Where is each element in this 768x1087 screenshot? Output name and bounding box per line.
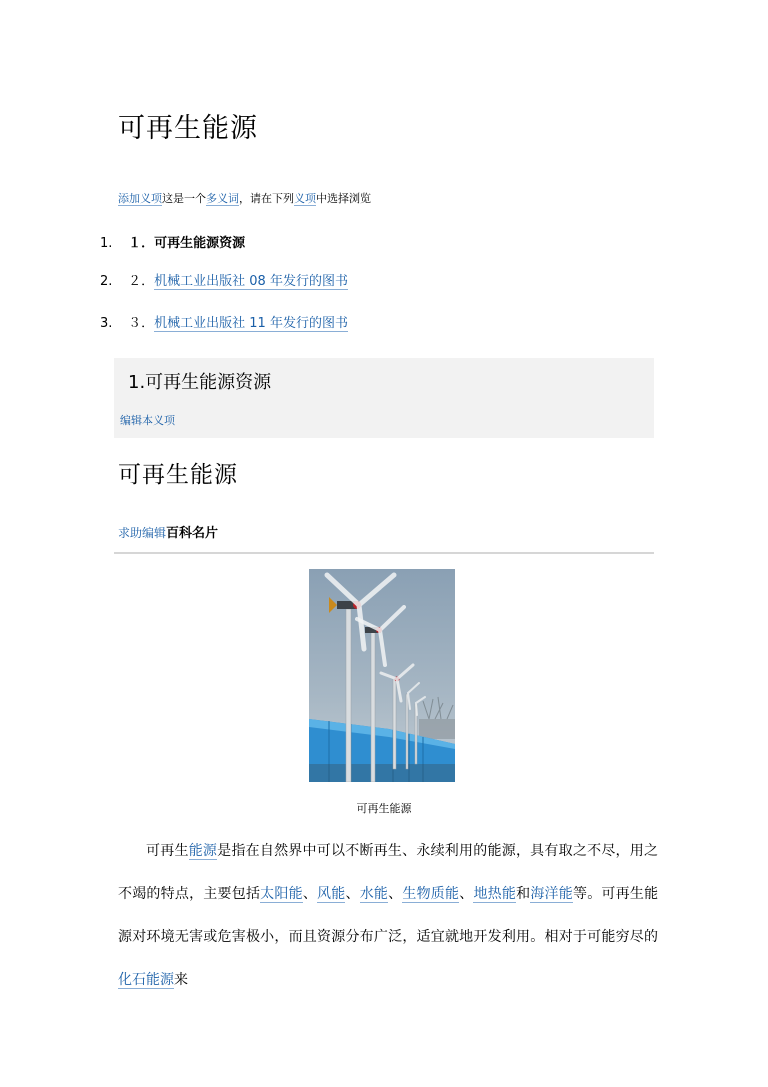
list-item: 3. ３．机械工业出版社 11 年发行的图书 [100, 316, 348, 331]
list-item: 1. １．可再生能源资源 [100, 236, 246, 251]
meaning-item-label: 可再生能源资源 [154, 236, 246, 251]
list-item: 2. ２．机械工业出版社 08 年发行的图书 [100, 274, 348, 289]
edit-meaning-link[interactable]: 编辑本义项 [120, 414, 175, 427]
meaning-link[interactable]: 义项 [294, 192, 316, 205]
help-edit-link[interactable]: 求助编辑 [118, 526, 167, 540]
page-title: 可再生能源 [118, 113, 258, 144]
link-energy[interactable]: 能源 [188, 843, 218, 859]
wind-turbines-photo[interactable] [309, 569, 455, 782]
divider [114, 552, 654, 554]
link-solar[interactable]: 太阳能 [260, 886, 303, 902]
link-fossil[interactable]: 化石能源 [118, 972, 174, 988]
article-paragraph: 可再生能源是指在自然界中可以不断再生、永续利用的能源，具有取之不尽，用之不竭的特点，主要包括太阳能、风能、水能、生物质能、地热能和海洋能等。可再生能源对环境无害或危害极小，而且资源分布广泛，适宜就地开发利用。相对于可能穷尽的化石能源来 [118, 843, 659, 988]
link-biomass[interactable]: 生物质能 [402, 886, 460, 902]
add-meaning-link[interactable]: 添加义项 [118, 192, 162, 205]
link-geothermal[interactable]: 地热能 [473, 886, 517, 902]
section-title: 1.可再生能源资源 [128, 372, 272, 393]
link-wind[interactable]: 风能 [317, 886, 346, 902]
polysemy-link[interactable]: 多义词 [206, 192, 239, 205]
link-ocean[interactable]: 海洋能 [530, 886, 573, 902]
section-header [114, 358, 654, 438]
figure-caption: 可再生能源 [356, 802, 412, 815]
meaning-link-book-08[interactable]: 机械工业出版社 08 年发行的图书 [154, 274, 348, 289]
card-header [118, 522, 218, 541]
meaning-link-book-11[interactable]: 机械工业出版社 11 年发行的图书 [154, 316, 348, 331]
article-heading: 可再生能源 [118, 462, 238, 488]
card-label: 百科名片 [166, 526, 219, 541]
disambiguation-intro: 添加义项这是一个多义词，请在下列义项中选择浏览 [118, 192, 371, 205]
link-hydro[interactable]: 水能 [359, 886, 389, 902]
